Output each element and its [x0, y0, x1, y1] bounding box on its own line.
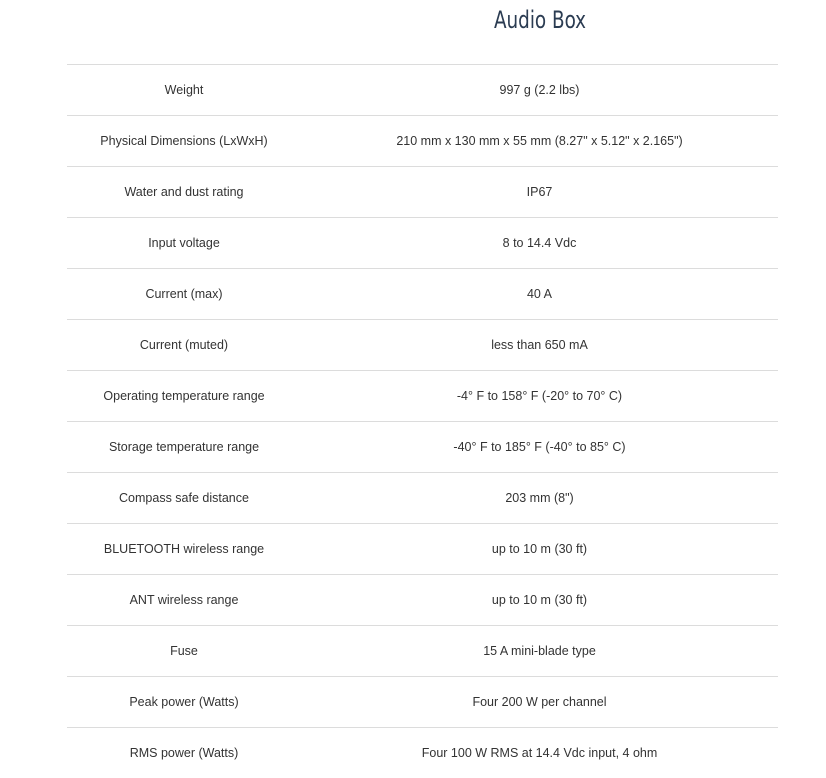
table-row [67, 473, 778, 524]
table-row [67, 677, 778, 728]
spec-label: Storage temperature range [108, 440, 260, 454]
page-title: Audio Box [493, 6, 587, 34]
spec-value: Four 200 W per channel [472, 695, 607, 709]
spec-label: Current (muted) [139, 338, 229, 352]
spec-value: 8 to 14.4 Vdc [502, 236, 577, 250]
spec-label: Operating temperature range [103, 389, 265, 403]
spec-value: up to 10 m (30 ft) [491, 593, 588, 607]
spec-value: 15 A mini-blade type [483, 644, 596, 658]
table-row [67, 218, 778, 269]
table-row [67, 269, 778, 320]
spec-table [67, 64, 778, 778]
spec-value: up to 10 m (30 ft) [491, 542, 588, 556]
table-row [67, 524, 778, 575]
table-row [67, 320, 778, 371]
spec-label: Fuse [170, 644, 198, 658]
table-row [67, 626, 778, 677]
spec-label: Weight [164, 83, 204, 97]
spec-label: Physical Dimensions (LxWxH) [100, 134, 268, 148]
table-row [67, 116, 778, 167]
spec-label: Water and dust rating [124, 185, 244, 199]
spec-label: BLUETOOTH wireless range [103, 542, 265, 556]
table-row [67, 65, 778, 116]
spec-label: ANT wireless range [129, 593, 239, 607]
spec-value: less than 650 mA [491, 338, 588, 352]
table-row [67, 728, 778, 778]
spec-value: IP67 [526, 185, 553, 199]
spec-label: Current (max) [145, 287, 223, 301]
table-row [67, 371, 778, 422]
spec-label: RMS power (Watts) [129, 746, 239, 760]
spec-value: 210 mm x 130 mm x 55 mm (8.27" x 5.12" x 2.165") [396, 134, 683, 148]
spec-value: -40° F to 185° F (-40° to 85° C) [453, 440, 626, 454]
spec-label: Compass safe distance [119, 491, 249, 505]
spec-value: -4° F to 158° F (-20° to 70° C) [456, 389, 623, 403]
spec-value: 40 A [526, 287, 553, 301]
spec-label: Peak power (Watts) [129, 695, 239, 709]
table-row [67, 575, 778, 626]
spec-value: 997 g (2.2 lbs) [499, 83, 580, 97]
spec-value: 203 mm (8") [505, 491, 574, 505]
table-row [67, 167, 778, 218]
spec-label: Input voltage [148, 236, 220, 250]
spec-value: Four 100 W RMS at 14.4 Vdc input, 4 ohm [421, 746, 658, 760]
table-row [67, 422, 778, 473]
